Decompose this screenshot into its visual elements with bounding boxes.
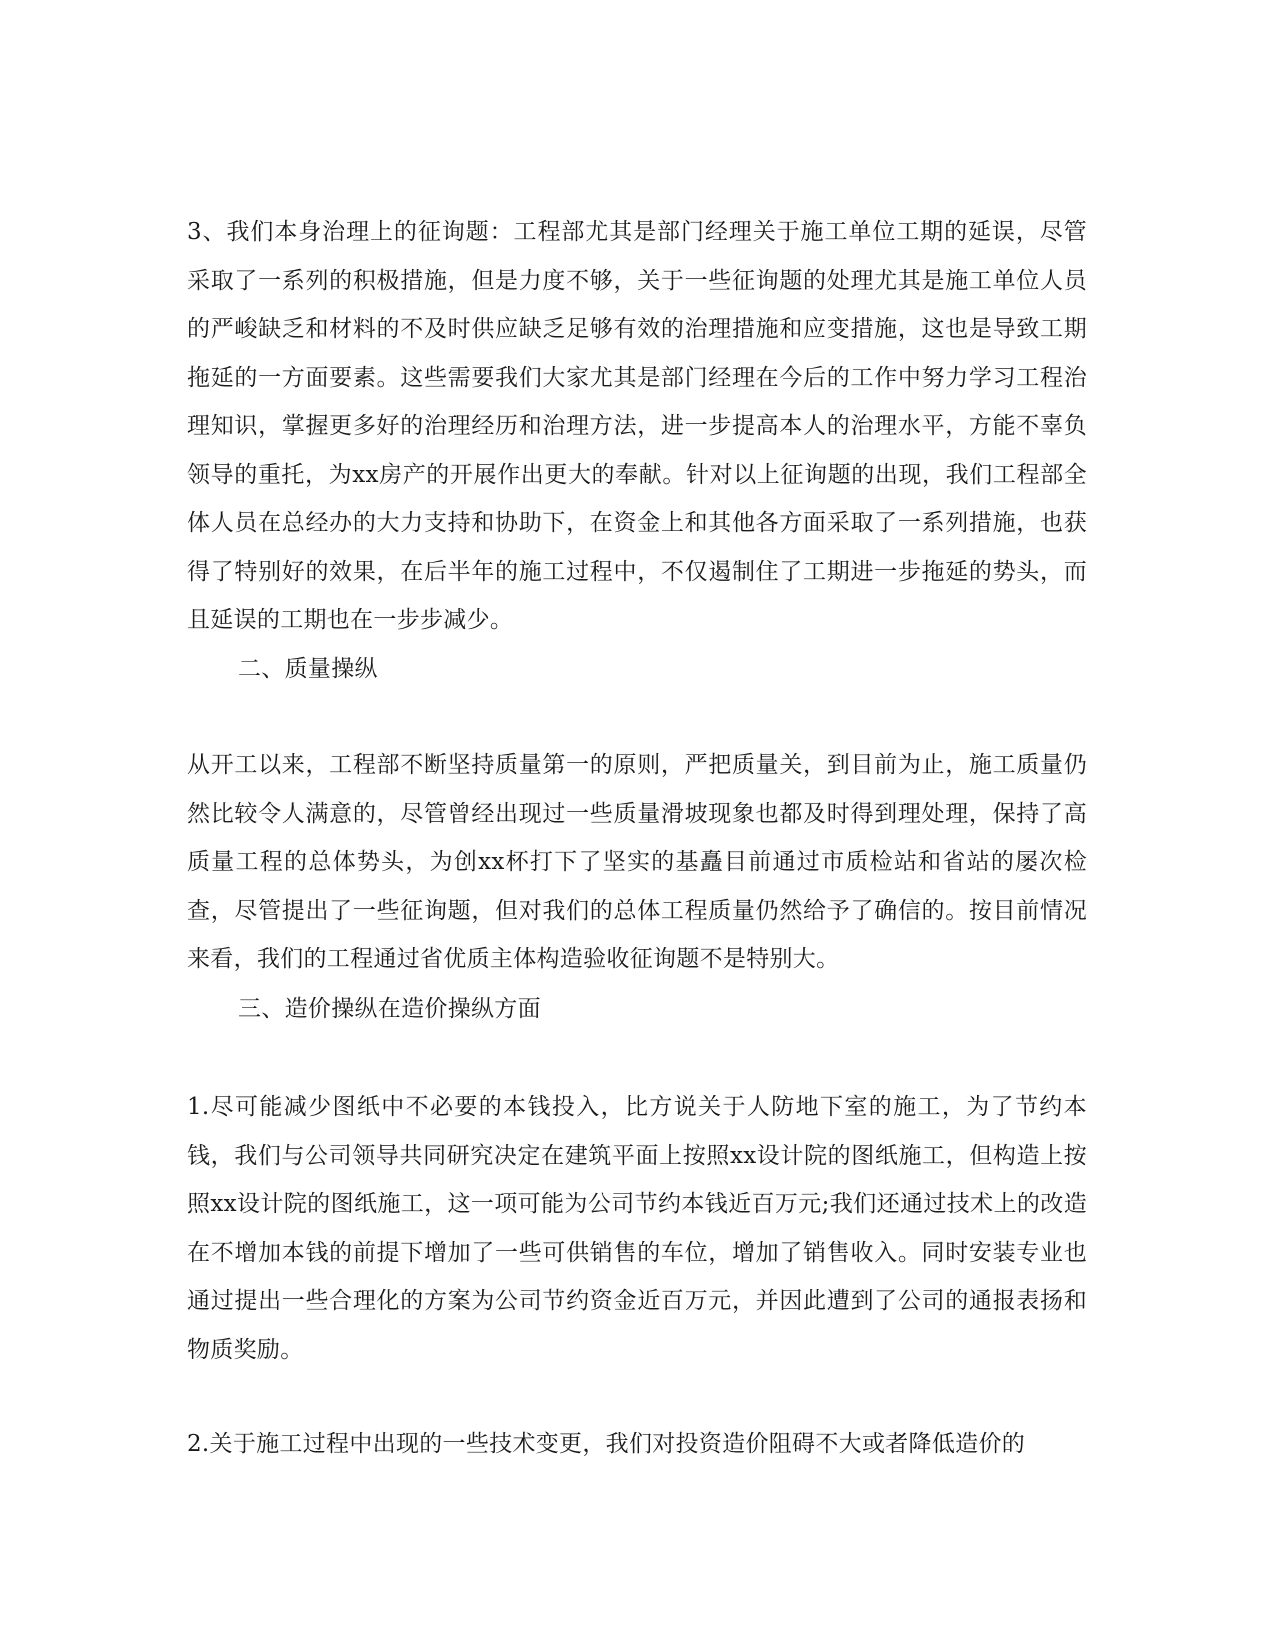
paragraph-technical-changes: 2.关于施工过程中出现的一些技术变更，我们对投资造价阻碍不大或者降低造价的 — [187, 1431, 1026, 1457]
paragraph-schedule-management-issues: 3、我们本身治理上的征询题：工程部尤其是部门经理关于施工单位工期的延误，尽管采取了一系列的积极措施，但是力度不够，关于一些征询题的处理尤其是施工单位人员的严峻缺乏和材料的不及时供应缺乏足够有效的治理措施和应变措施，这也是导致工期拖延的一方面要素。这些需要我们大家尤其是部门经理在今后的工作中努力学习工程治理知识，掌握更多好的治理经历和治理方法，进一步提高本人的治理水平，方能不辜负领导的重托，为xx房产的开展作出更大的奉献。针对以上征询题的出现，我们工程部全体人员在总经办的大力支持和协助下，在资金上和其他各方面采取了一系列措施，也获得了特别好的效果，在后半年的施工过程中，不仅遏制住了工期进一步拖延的势头，而且延误的工期也在一步步减少。 — [187, 219, 1087, 633]
section-heading-quality-control: 二、质量操纵 — [238, 656, 378, 682]
paragraph-cost-reduction: 1.尽可能减少图纸中不必要的本钱投入，比方说关于人防地下室的施工，为了节约本钱，我们与公司领导共同研究决定在建筑平面上按照xx设计院的图纸施工，但构造上按照xx设计院的图纸施工，这一项可能为公司节约本钱近百万元;我们还通过技术上的改造在不增加本钱的前提下增加了一些可供销售的车位，增加了销售收入。同时安装专业也通过提出一些合理化的方案为公司节约资金近百万元，并因此遭到了公司的通报表扬和物质奖励。 — [187, 1094, 1087, 1363]
section-heading-cost-control: 三、造价操纵在造价操纵方面 — [238, 996, 541, 1022]
paragraph-quality-control: 从开工以来，工程部不断坚持质量第一的原则，严把质量关，到目前为止，施工质量仍然比较令人满意的，尽管曾经出现过一些质量滑坡现象也都及时得到理处理，保持了高质量工程的总体势头，为创xx杯打下了坚实的基矗目前通过市质检站和省站的屡次检查，尽管提出了一些征询题，但对我们的总体工程质量仍然给予了确信的。按目前情况来看，我们的工程通过省优质主体构造验收征询题不是特别大。 — [187, 752, 1087, 972]
